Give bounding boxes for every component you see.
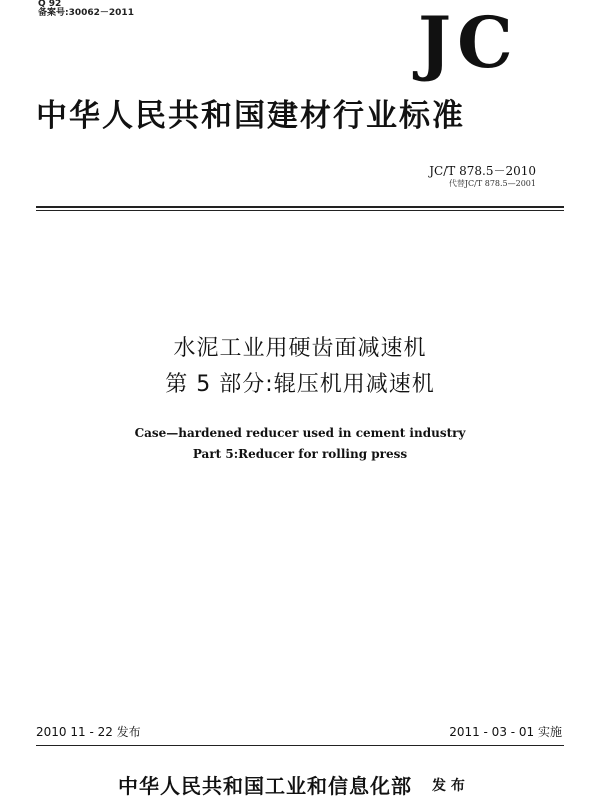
org-title: 中华人民共和国建材行业标准 [36,98,465,134]
header-rule-thin [36,210,564,211]
publisher-suffix: 发 布 [432,778,465,794]
replaces-standard: 代替JC/T 878.5—2001 [448,179,536,188]
implement-date: 2011 - 03 - 01 实施 [449,725,562,739]
publisher-name: 中华人民共和国工业和信息化部 [118,774,412,798]
footer-rule [36,745,564,746]
ics-code: Q 92 [38,0,62,9]
record-number: 备案号:30062－2011 [38,8,134,18]
title-cn-line1: 水泥工业用硬齿面减速机 [173,336,427,361]
title-cn-line2: 第 5 部分:辊压机用减速机 [165,372,435,397]
title-en-line2: Part 5:Reducer for rolling press [192,447,408,461]
standard-number: JC/T 878.5－2010 [429,164,536,178]
title-en-line1: Case—hardened reducer used in cement industry [134,426,466,440]
issue-date: 2010 11 - 22 发布 [36,725,141,739]
header-rule-thick [36,206,564,208]
jc-logo: JC [418,1,519,84]
